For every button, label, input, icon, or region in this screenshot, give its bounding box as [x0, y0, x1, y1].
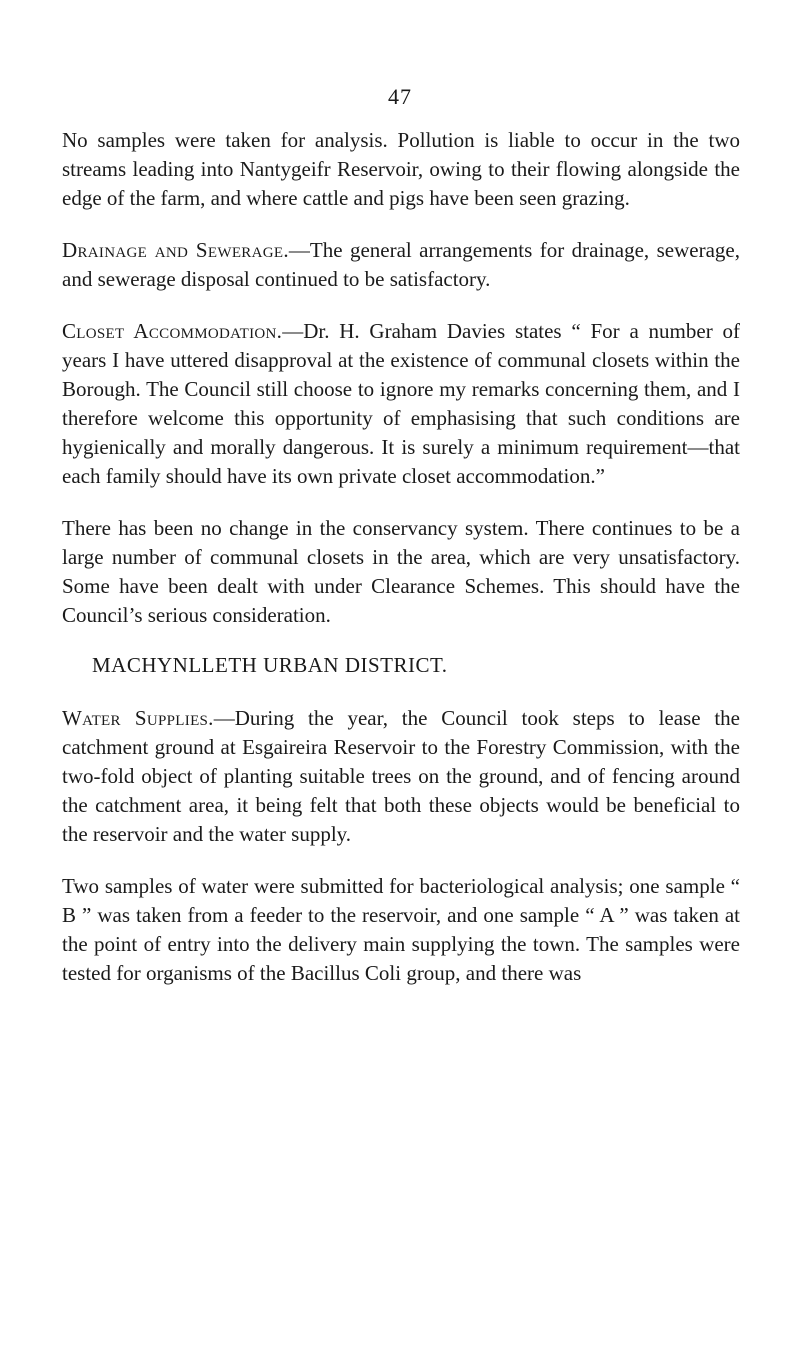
paragraph-samples: Two samples of water were submitted for bacteriological analysis; one sample “ B ” was taken from a feeder to the reservoir, and one sample “ A ” was taken at the point of entry into the delivery main supplying the town. The samples were tested for organisms of the Bacillus Coli group, and there was: [62, 874, 740, 985]
paragraph-pollution: No samples were taken for analysis. Pollution is liable to occur in the two streams leading into Nantygeifr Reservoir, owing to their flowing alongside the edge of the farm, and where cattle and pigs have been seen grazing.: [62, 128, 740, 210]
section-heading-machynlleth: MACHYNLLETH URBAN DISTRICT.: [92, 653, 448, 677]
run-in-heading-water: Water Supplies.: [62, 706, 214, 730]
page-body: [62, 126, 740, 1011]
paragraph-closet-accommodation: [62, 317, 740, 491]
run-in-heading-closet: Closet Accommodation.: [62, 319, 283, 343]
paragraph-water-body: —During the year, the Council took steps to lease the catchment ground at Esgaireira Reservoir to the Forestry Commission, with the two-fold object of planting suitable trees on the ground, and of fencing around the catchment area, it being felt that both these objects would be beneficial to the reservoir and the water supply.: [62, 706, 741, 846]
paragraph-drainage: [62, 236, 740, 294]
paragraph-water-supplies: [62, 704, 740, 849]
paragraph-closet-body: —Dr. H. Graham Davies states “ For a number of years I have uttered disapproval at the existence of communal closets within the Borough. The Council still choose to ignore my remarks concerning them, and I therefore welcome this opportunity of emphasising that such conditions are hygienically and morally dangerous. It is surely a minimum requirement—that each family should have its own private closet accommodation.”: [62, 319, 740, 488]
paragraph-drainage-body: —The general arrangements for drainage, sewerage, and sewerage disposal continued to be satisfactory.: [62, 238, 740, 291]
page-number: 47: [388, 84, 412, 109]
run-in-heading-drainage: Drainage and Sewerage.: [62, 238, 289, 262]
paragraph-conservancy: There has been no change in the conservancy system. There continues to be a large number of communal closets in the area, which are very unsatisfactory. Some have been dealt with under Clearance Schemes. This should have the Council’s serious consideration.: [62, 516, 740, 627]
